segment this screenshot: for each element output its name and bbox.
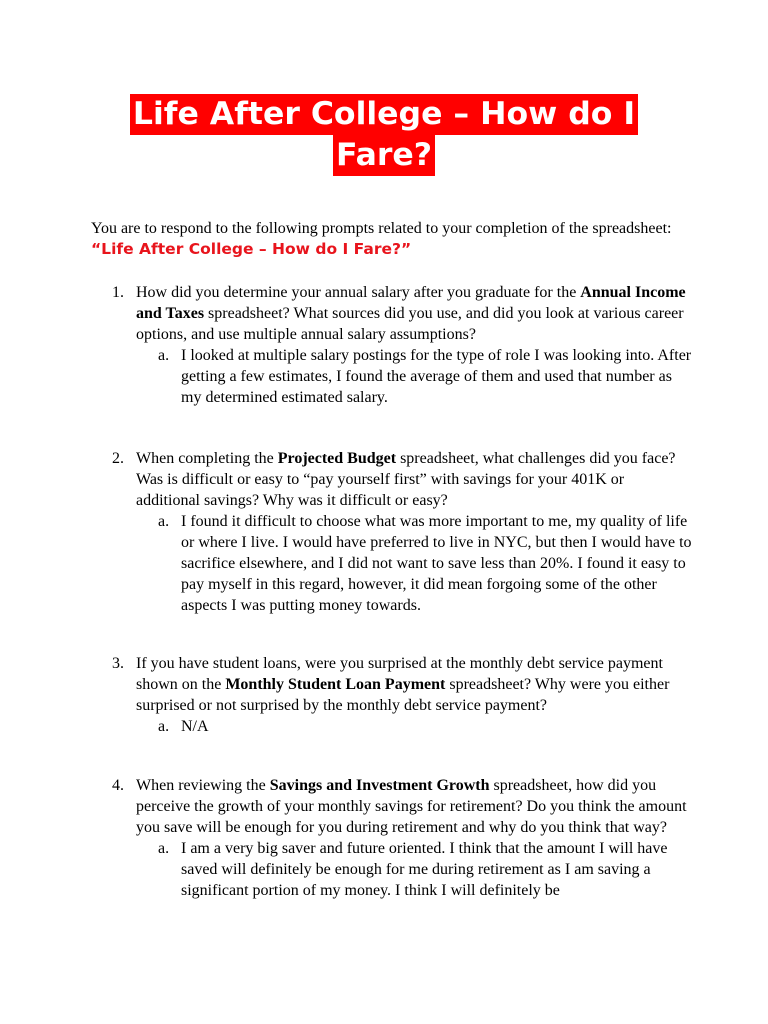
answer-a [158,838,692,901]
question-number: 4. [112,777,124,794]
question-bold: Savings and Investment Growth [269,777,490,794]
question-pre: When reviewing the [136,777,270,794]
question-number: 3. [112,655,124,672]
answer-text: I am a very big saver and future oriented. I think that the amount I will have saved will definitely be enough for me during retirement as I am saving a significant portion of my money. I think I will definitely be [181,840,668,899]
answer-letter: a. [158,347,170,364]
question-post: spreadsheet? Why were you either surprised or not surprised by the monthly debt service payment? [136,676,670,714]
question-text [136,282,692,408]
question-text [136,653,692,737]
answer-a [158,345,692,408]
intro-paragraph [91,218,691,260]
answer-a [158,716,692,737]
answer-a [158,511,692,616]
question-2 [112,448,692,616]
answer-letter: a. [158,513,170,530]
answer-letter: a. [158,718,170,735]
page-title [0,94,768,176]
title-line-2: Fare? [333,135,435,176]
question-4 [112,775,692,901]
question-post: spreadsheet, what challenges did you face? Was is difficult or easy to “pay yourself first” with savings for your 401K or additional savings? Why was it difficult or easy? [136,450,676,509]
question-post: spreadsheet? What sources did you use, and did you look at various career options, and use multiple annual salary assumptions? [136,305,684,343]
question-post: spreadsheet, how did you perceive the growth of your monthly savings for retirement? Do you think the amount you save will be enough for you during retirement and why do you think that way? [136,777,687,836]
question-bold: Annual Income and Taxes [136,284,686,322]
intro-text: You are to respond to the following prompts related to your completion of the spreadsheet: [91,220,672,237]
question-text [136,448,692,616]
answer-text: N/A [181,718,209,735]
question-number: 2. [112,450,124,467]
answer-text: I found it difficult to choose what was more important to me, my quality of life or where I live. I would have preferred to live in NYC, but then I would have to sacrifice elsewhere, and I did not want to save less than 20%. I found it easy to pay myself in this regard, however, it did mean forgoing some of the other aspects I was putting money towards. [181,513,692,614]
question-3 [112,653,692,737]
answer-text: I looked at multiple salary postings for the type of role I was looking into. After getting a few estimates, I found the average of them and used that number as my determined estimated salary. [181,347,692,406]
question-bold: Monthly Student Loan Payment [225,676,446,693]
intro-highlight: “Life After College – How do I Fare?” [91,240,412,258]
question-number: 1. [112,284,124,301]
question-pre: If you have student loans, were you surprised at the monthly debt service payment shown on the [136,655,663,693]
title-line-1: Life After College – How do I [130,94,638,135]
question-text [136,775,692,901]
question-pre: When completing the [136,450,278,467]
question-1 [112,282,692,408]
question-pre: How did you determine your annual salary after you graduate for the [136,284,581,301]
answer-letter: a. [158,840,170,857]
question-bold: Projected Budget [277,450,397,467]
